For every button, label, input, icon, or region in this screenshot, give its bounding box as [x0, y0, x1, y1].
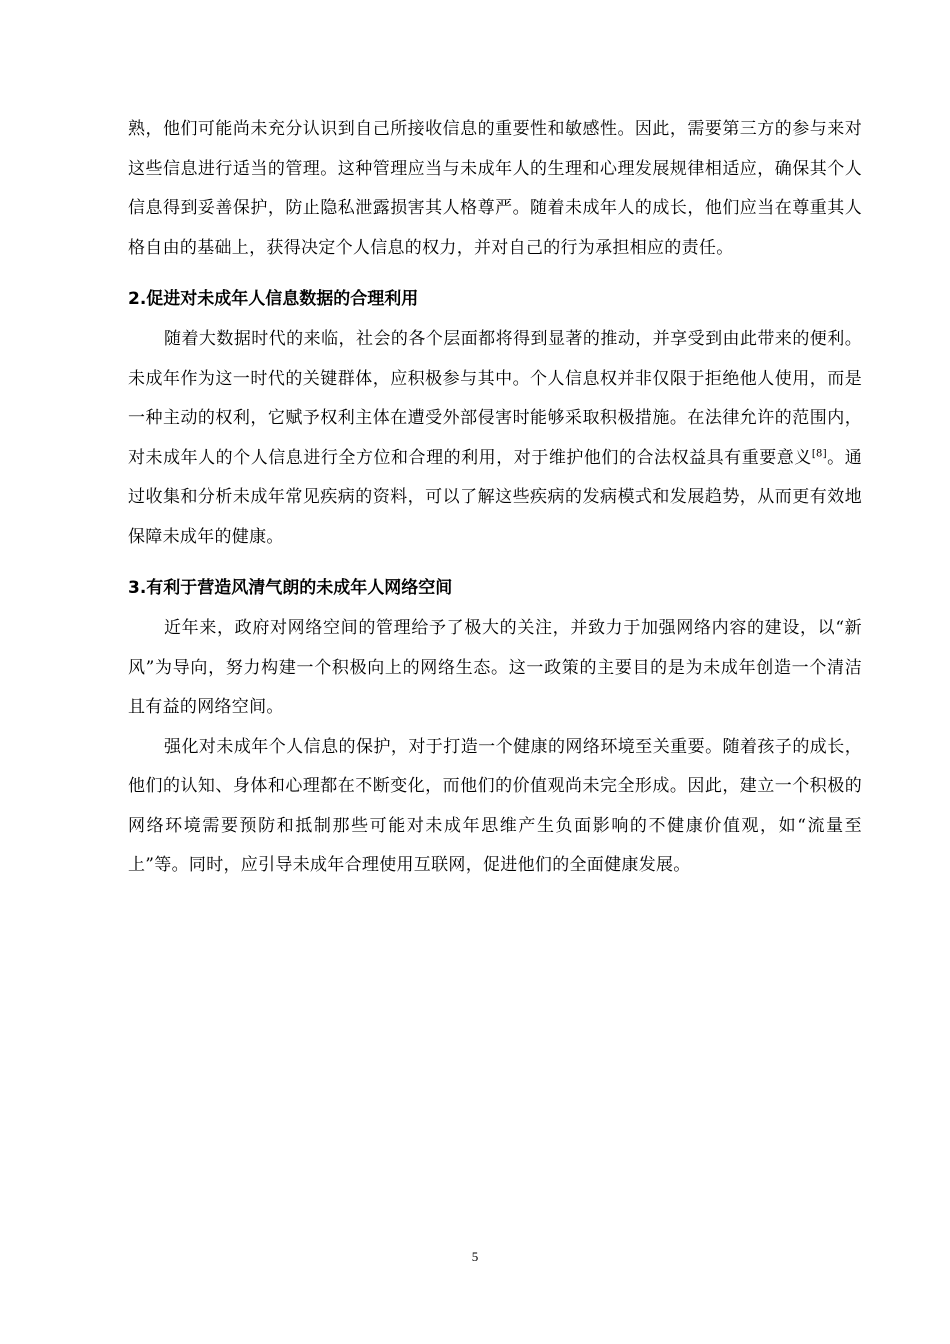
section-2-heading: 2.促进对未成年人信息数据的合理利用 — [128, 289, 419, 309]
section-3-paragraph-1: 近年来，政府对网络空间的管理给予了极大的关注，并致力于加强网络内容的建设，以“新风”为导向，努力构建一个积极向上的网络生态。这一政策的主要目的是为未成年创造一个清洁且有益的网络空间。 — [128, 618, 862, 717]
section-2-paragraph — [128, 320, 862, 557]
citation-marker: [8] — [811, 447, 827, 459]
section-2-paragraph-text-1: 随着大数据时代的来临，社会的各个层面都将得到显著的推动，并享受到由此带来的便利。未成年作为这一时代的关键群体，应积极参与其中。个人信息权并非仅限于拒绝他人使用，而是一种主动的权利，它赋予权利主体在遭受外部侵害时能够采取积极措施。在法律允许的范围内，对未成年人的个人信息进行全方位和合理的利用，对于维护他们的合法权益具有重要意义 — [128, 329, 862, 468]
page-number: 5 — [471, 1249, 479, 1264]
section-3-paragraph-2: 强化对未成年个人信息的保护，对于打造一个健康的网络环境至关重要。随着孩子的成长，他们的认知、身体和心理都在不断变化，而他们的价值观尚未完全形成。因此，建立一个积极的网络环境需要预防和抵制那些可能对未成年思维产生负面影响的不健康价值观，如“流量至上”等。同时，应引导未成年合理使用互联网，促进他们的全面健康发展。 — [128, 736, 862, 875]
section-2-paragraph-text-2: 。通过收集和分析未成年常见疾病的资料，可以了解这些疾病的发病模式和发展趋势，从而更有效地保障未成年的健康。 — [128, 447, 862, 547]
page-body — [128, 110, 862, 886]
intro-paragraph: 熟，他们可能尚未充分认识到自己所接收信息的重要性和敏感性。因此，需要第三方的参与来对这些信息进行适当的管理。这种管理应当与未成年人的生理和心理发展规律相适应，确保其个人信息得到妥善保护，防止隐私泄露损害其人格尊严。随着未成年人的成长，他们应当在尊重其人格自由的基础上，获得决定个人信息的权力，并对自己的行为承担相应的责任。 — [128, 119, 862, 258]
section-3-heading: 3.有利于营造风清气朗的未成年人网络空间 — [128, 578, 453, 598]
